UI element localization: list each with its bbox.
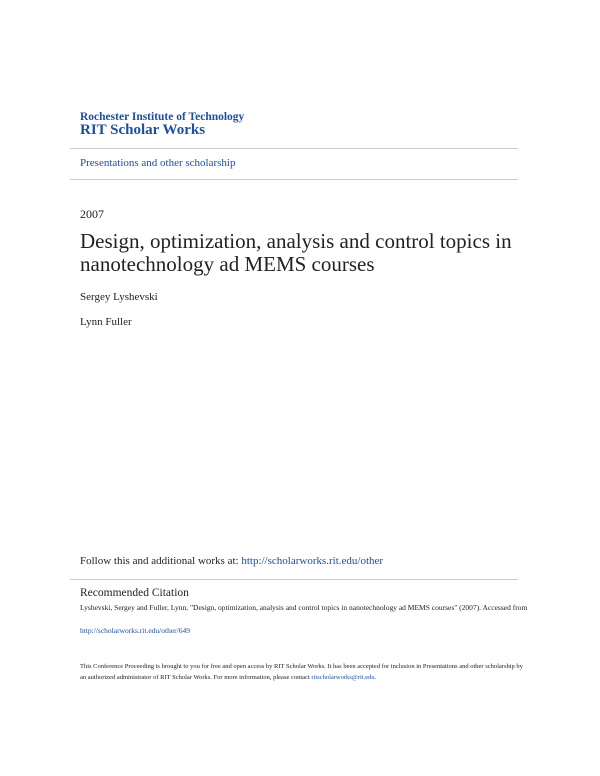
follow-text: Follow this and additional works at: (80, 555, 242, 567)
divider-top (70, 148, 518, 149)
citation-heading: Recommended Citation (80, 587, 189, 599)
footer-text: This Conference Proceeding is brought to you for free and open access by RIT Scholar Works. It has been accepted for inclusion in Presentations and other scholarship by an authorized administrator of RIT Scholar Works. For more information, please contact (80, 663, 523, 681)
publication-year: 2007 (80, 207, 104, 221)
contact-email-link[interactable]: ritscholarworks@rit.edu (311, 674, 375, 681)
collection-link[interactable]: Presentations and other scholarship (80, 157, 236, 169)
citation-link[interactable]: http://scholarworks.rit.edu/other/649 (80, 626, 190, 635)
follow-line (80, 555, 383, 567)
footer-note (80, 661, 530, 683)
author-1: Sergey Lyshevski (80, 291, 158, 303)
citation-text: Lyshevski, Sergey and Fuller, Lynn, "Design, optimization, analysis and control topics in nanotechnology ad MEMS courses" (2007). Accessed from (80, 603, 528, 612)
repository-name[interactable]: RIT Scholar Works (80, 122, 206, 138)
follow-link[interactable]: http://scholarworks.rit.edu/other (241, 555, 384, 567)
divider-citation (70, 579, 518, 580)
footer-end: . (374, 674, 377, 681)
page-title: Design, optimization, analysis and control topics in nanotechnology ad MEMS courses (80, 229, 512, 276)
divider-bottom (70, 179, 518, 180)
author-2: Lynn Fuller (80, 316, 132, 328)
institution-name: Rochester Institute of Technology (80, 111, 245, 123)
